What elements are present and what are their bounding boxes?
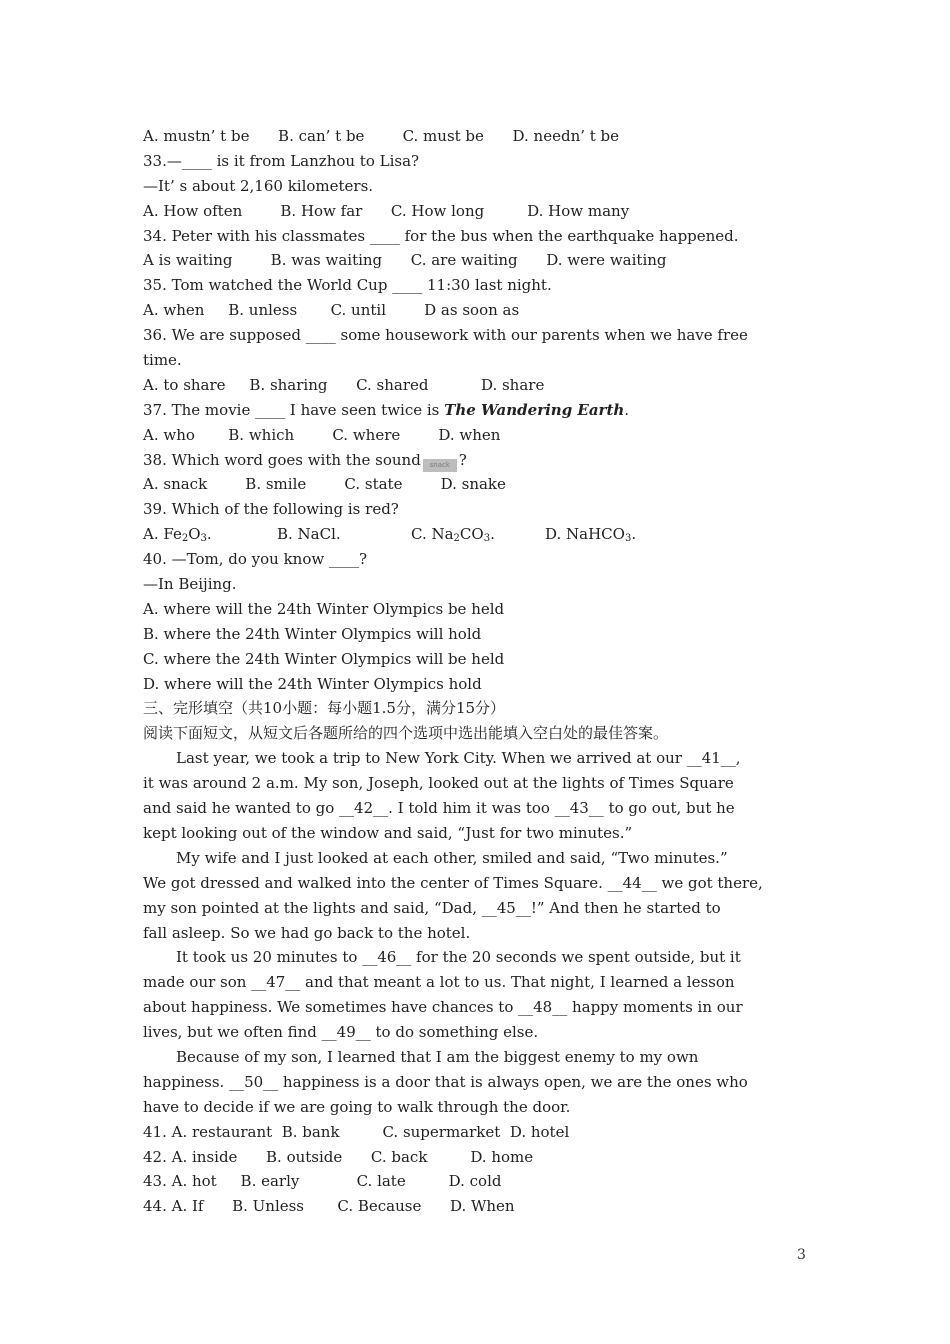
answer-option-line: 42. A. inside B. outside C. back D. home [143, 1147, 534, 1166]
text-line: D. where will the 24th Winter Olympics hold [143, 674, 482, 693]
text-line: 40. —Tom, do you know ____? [143, 550, 368, 569]
text-line: A. when B. unless C. until D as soon as [143, 301, 520, 320]
text-line: 阅读下面短文，从短文后各题所给的四个选项中选出能填入空白处的最佳答案。 [143, 724, 669, 743]
question-37-options: A. who B. which C. where D. when [143, 425, 501, 444]
text-line: time. [143, 351, 182, 370]
option-b: B. NaCl. [277, 525, 341, 544]
movie-title: The Wandering Earth [444, 400, 625, 419]
text-line: 三、完形填空（共10小题：每小题1.5分，满分15分） [143, 699, 506, 718]
passage-line: my son pointed at the lights and said, “Dad, __45__!” And then he started to [143, 898, 721, 917]
passage-line: made our son __47__ and that meant a lot to us. That night, I learned a lesson [143, 973, 735, 992]
text-line: C. where the 24th Winter Olympics will be held [143, 649, 505, 668]
question-38 [143, 448, 813, 473]
option-d: D. NaHCO$_3$. [545, 525, 637, 545]
passage-line: lives, but we often find __49__ to do something else. [143, 1023, 539, 1042]
answer-option-line: 44. A. If B. Unless C. Because D. When [143, 1197, 515, 1216]
text-line: A is waiting B. was waiting C. are waiting D. were waiting [143, 251, 667, 270]
passage-line: kept looking out of the window and said, “Just for two minutes.” [143, 823, 633, 842]
option-a: A. $Fe_2O_3$. [143, 525, 212, 545]
passage-line: it was around 2 a.m. My son, Joseph, looked out at the lights of Times Square [143, 774, 734, 793]
question-text: 37. The movie ____ I have seen twice is [143, 400, 445, 419]
text-line: 36. We are supposed ____ some housework with our parents when we have free [143, 326, 748, 345]
passage-line: fall asleep. So we had go back to the hotel. [143, 923, 471, 942]
question-text: 38. Which word goes with the sound [143, 450, 421, 469]
passage-line: happiness. __50__ happiness is a door that is always open, we are the ones who [143, 1072, 748, 1091]
text-line: A. How often B. How far C. How long D. How many [143, 201, 630, 220]
passage-line: My wife and I just looked at each other, smiled and said, “Two minutes.” [176, 848, 728, 867]
text-line: —In Beijing. [143, 575, 237, 594]
text-line: 33.—____ is it from Lanzhou to Lisa? [143, 151, 420, 170]
punctuation: . [624, 400, 630, 419]
passage-line: Because of my son, I learned that I am the biggest enemy to my own [176, 1047, 699, 1066]
answer-option-line: 41. A. restaurant B. bank C. supermarket D. hotel [143, 1122, 570, 1141]
passage-line: It took us 20 minutes to __46__ for the 20 seconds we spent outside, but it [176, 948, 741, 967]
question-block-32-36 [143, 124, 813, 398]
cloze-options [143, 1120, 813, 1220]
text-line: A. where will the 24th Winter Olympics be held [143, 599, 505, 618]
question-37 [143, 398, 813, 423]
question-38-options: A. snack B. smile C. state D. snake [143, 475, 506, 494]
text-line: A. mustn’ t be B. can’ t be C. must be D. needn’ t be [143, 127, 620, 145]
punctuation: ? [458, 450, 467, 469]
passage-line: about happiness. We sometimes have chances to __48__ happy moments in our [143, 998, 743, 1017]
text-line: B. where the 24th Winter Olympics will hold [143, 624, 482, 643]
text-line: A. to share B. sharing C. shared D. share [143, 375, 545, 394]
text-line: 35. Tom watched the World Cup ____ 11:30 last night. [143, 276, 552, 295]
passage-line: Last year, we took a trip to New York City. When we arrived at our __41__, [176, 749, 741, 768]
passage-line: and said he wanted to go __42__. I told him it was too __43__ to go out, but he [143, 799, 735, 818]
audio-speaker-icon[interactable]: snack [423, 459, 457, 472]
page-number: 3 [797, 1247, 806, 1263]
text-line: 34. Peter with his classmates ____ for the bus when the earthquake happened. [143, 226, 739, 245]
passage-line: We got dressed and walked into the center of Times Square. __44__ we got there, [143, 873, 763, 892]
option-c: C. $Na_2CO_3$. [411, 525, 495, 545]
question-39: 39. Which of the following is red? [143, 500, 399, 519]
page-content [143, 124, 813, 1219]
cloze-passage [143, 746, 813, 1119]
question-block-40-section [143, 547, 813, 746]
answer-option-line: 43. A. hot B. early C. late D. cold [143, 1172, 502, 1191]
question-39-options [143, 522, 813, 547]
passage-line: have to decide if we are going to walk through the door. [143, 1097, 571, 1116]
text-line: —It’ s about 2,160 kilometers. [143, 176, 374, 195]
